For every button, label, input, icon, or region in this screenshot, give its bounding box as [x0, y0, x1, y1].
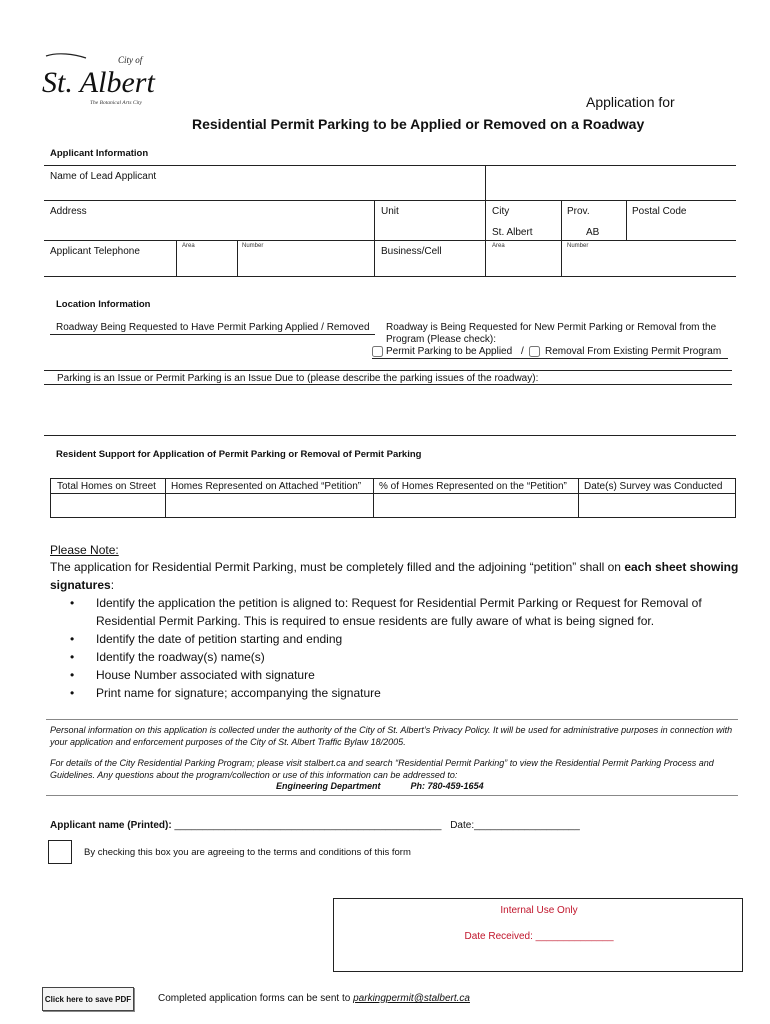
support-table	[50, 478, 736, 518]
request-line-2: Program (Please check):	[386, 334, 497, 345]
remove-permit-checkbox[interactable]	[529, 346, 540, 357]
note-body-end: :	[110, 578, 115, 592]
lead-applicant-extra-input[interactable]	[490, 170, 730, 198]
date-label: Date:	[450, 820, 475, 831]
note-body-bold: each sheet showing signatures	[50, 560, 739, 592]
date-received-line: ______________	[535, 931, 614, 942]
roadway-input[interactable]	[50, 338, 370, 356]
city-label: City	[492, 206, 510, 217]
page-title: Residential Permit Parking to be Applied or Removed on a Roadway	[192, 116, 645, 132]
engineering-contact	[276, 781, 484, 791]
issue-label: Parking is an Issue or Permit Parking is an Issue Due to (please describe the parking issues of the roadway):	[57, 373, 539, 384]
applicant-name-line[interactable]: ________________________________________________	[174, 820, 442, 831]
note-bullet: • Identify the date of petition starting and ending	[70, 630, 740, 648]
remove-permit-label: Removal From Existing Permit Program	[545, 346, 722, 357]
area-label: Area	[182, 243, 195, 249]
request-line-1: Roadway is Being Requested for New Permit Parking or Removal from the	[386, 322, 717, 333]
note-bullet: • Print name for signature; accompanying the signature	[70, 684, 740, 702]
col-total-homes: Total Homes on Street	[57, 481, 156, 492]
st-albert-logo	[40, 52, 168, 108]
survey-date-input[interactable]	[581, 496, 733, 515]
city-value: St. Albert	[492, 227, 533, 238]
number-label: Number	[242, 243, 264, 249]
homes-represented-input[interactable]	[168, 496, 370, 515]
applicant-name-row	[50, 820, 580, 831]
logo-wordmark: St. Albert	[42, 66, 155, 99]
logo-city-of: City of	[118, 55, 143, 65]
prov-value: AB	[586, 227, 600, 238]
send-text: Completed application forms can be sent to	[158, 993, 354, 1004]
support-section-title: Resident Support for Application of Permit Parking or Removal of Permit Parking	[56, 449, 422, 460]
note-body-start: The application for Residential Permit Parking, must be completely filled and the adjoining “petition” shall on	[50, 560, 625, 574]
telephone-label: Applicant Telephone	[50, 246, 140, 257]
col-percent-homes: % of Homes Represented on the “Petition”	[379, 481, 567, 492]
telephone-number-input[interactable]	[241, 254, 371, 272]
st-albert-logo-art	[40, 52, 168, 108]
total-homes-input[interactable]	[54, 496, 162, 515]
lead-applicant-input[interactable]	[50, 184, 480, 198]
area-code-input[interactable]	[180, 254, 234, 272]
internal-use-box	[333, 898, 743, 972]
note-bullets	[70, 594, 740, 702]
unit-input[interactable]	[380, 220, 480, 236]
postal-code-label: Postal Code	[632, 206, 687, 217]
date-line[interactable]: ___________________	[474, 820, 580, 831]
postal-code-input[interactable]	[632, 220, 732, 236]
date-received-row	[334, 931, 744, 942]
percent-homes-input[interactable]	[376, 496, 575, 515]
application-for-heading: Application for	[586, 94, 675, 110]
applicant-name-label: Applicant name (Printed):	[50, 820, 172, 831]
agree-terms-label: By checking this box you are agreeing to the terms and conditions of this form	[84, 847, 411, 858]
note-bullet: • Identify the application the petition is aligned to: Request for Residential Permit Parking or Request for Removal of Residential Permit Parking. This is required to ensue residents are fully aware of what is being signed for.	[70, 594, 740, 630]
save-pdf-button[interactable]: Click here to save PDF	[42, 987, 134, 1011]
date-received-label: Date Received:	[464, 931, 536, 942]
apply-permit-checkbox[interactable]	[372, 346, 383, 357]
agree-terms-checkbox[interactable]	[48, 840, 72, 864]
roadway-label: Roadway Being Requested to Have Permit Parking Applied / Removed	[56, 322, 370, 333]
send-instructions	[158, 993, 470, 1004]
internal-use-title: Internal Use Only	[500, 905, 578, 916]
logo-tagline: The Botanical Arts City	[90, 100, 142, 106]
engineering-department: Engineering Department	[276, 781, 381, 791]
business-cell-label: Business/Cell	[381, 246, 442, 257]
lead-applicant-label: Name of Lead Applicant	[50, 171, 157, 182]
issue-description-input[interactable]	[50, 388, 730, 432]
business-area-label: Area	[492, 243, 505, 249]
business-number-input[interactable]	[566, 254, 732, 272]
email-link[interactable]: parkingpermit@stalbert.ca	[353, 993, 470, 1004]
note-bullet: • House Number associated with signature	[70, 666, 740, 684]
apply-permit-label: Permit Parking to be Applied	[386, 346, 513, 357]
location-section-title: Location Information	[56, 299, 151, 310]
note-title: Please Note:	[50, 543, 119, 557]
address-input[interactable]	[50, 220, 370, 236]
option-separator: /	[521, 346, 524, 357]
prov-label: Prov.	[567, 206, 590, 217]
col-homes-represented: Homes Represented on Attached “Petition”	[171, 481, 362, 492]
note-bullet: • Identify the roadway(s) name(s)	[70, 648, 740, 666]
unit-label: Unit	[381, 206, 399, 217]
privacy-statement: Personal information on this application is collected under the authority of the City of St. Albert’s Privacy Policy. It will be used for administrative purposes in connection with your application and enforcement purposes of the City of St. Albert Traffic Bylaw 18/2005.	[50, 725, 733, 747]
program-details: For details of the City Residential Parking Program; please visit stalbert.ca and search “Residential Permit Parking” to view the Residential Permit Parking Process and Guidelines. Any questions about the program/collection or use of this information can be addressed to:	[50, 758, 714, 780]
engineering-phone: Ph: 780-459-1654	[410, 781, 484, 791]
business-area-input[interactable]	[490, 254, 558, 272]
note-body	[50, 558, 740, 594]
address-label: Address	[50, 206, 87, 217]
business-number-label: Number	[567, 243, 589, 249]
col-survey-date: Date(s) Survey was Conducted	[584, 481, 723, 492]
applicant-section-title: Applicant Information	[50, 148, 149, 159]
